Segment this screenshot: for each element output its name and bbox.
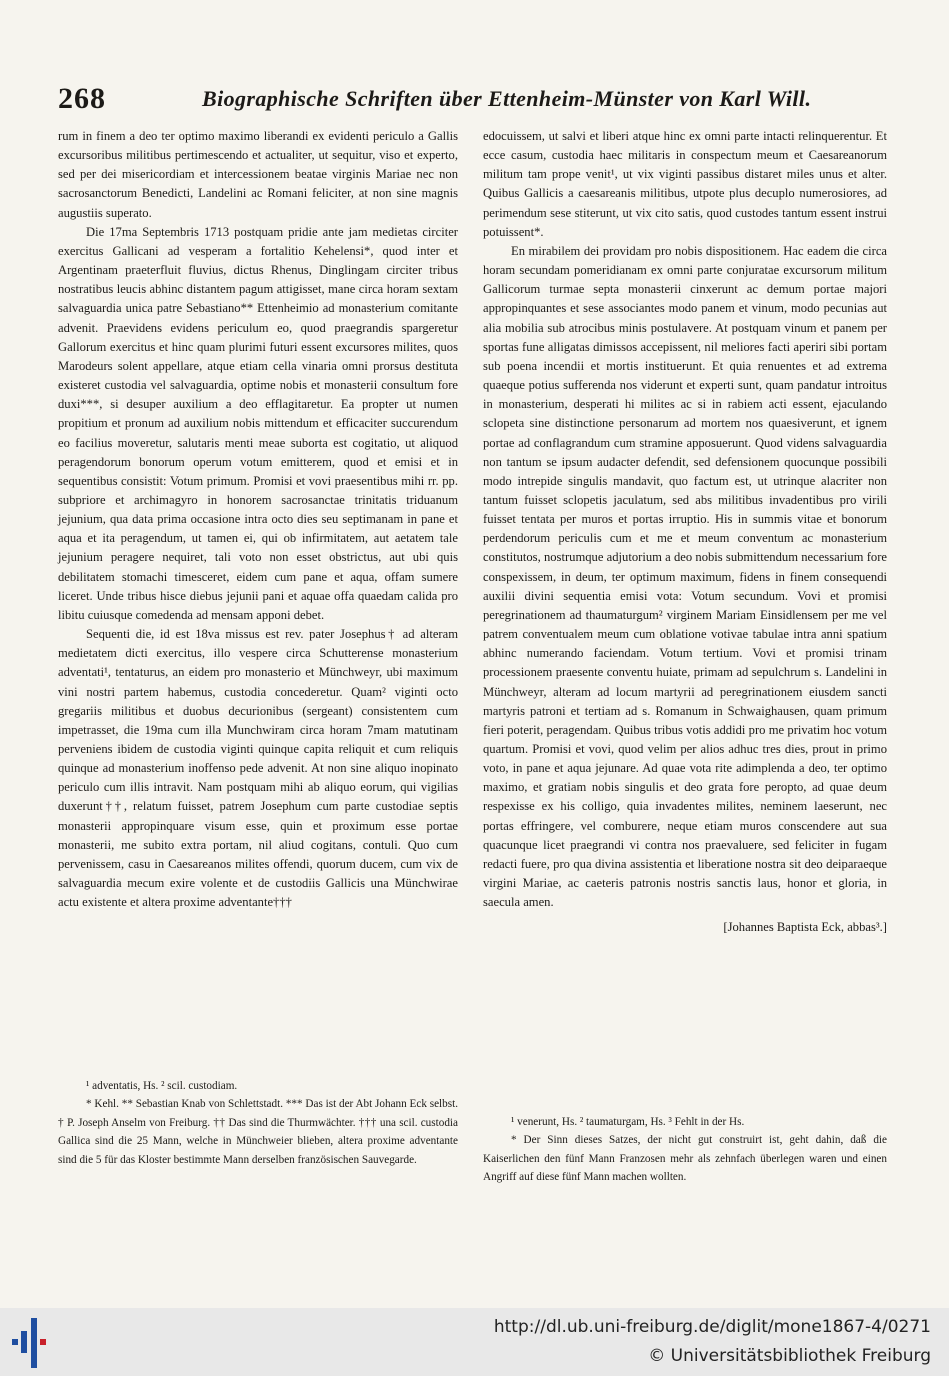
footnote: * Der Sinn dieses Satzes, der nicht gut construirt ist, geht dahin, daß die Kaiserlichen den fünf Mann Franzosen mehr als zehnfach überlegen waren und einen Angriff auf diese fünf Mann machen wollten. <box>483 1134 887 1184</box>
footnote: ¹ venerunt, Hs. ² taumaturgam, Hs. ³ Fehlt in der Hs. <box>511 1116 745 1128</box>
right-column <box>483 127 887 938</box>
ub-freiburg-logo-icon[interactable] <box>12 1318 48 1368</box>
paragraph: Sequenti die, id est 18va missus est rev. pater Josephus† ad alteram medietatem dicti exercitus, illo vespere circa Schutterense monasterium adventati¹, tentaturus, an eidem pro monasterio et Münchweyr, ubi maximum vini nostri partem habemus, custodia concederetur. Quam² viginti octo gregariis militibus et duobus decurionibus (sergeant) consistentem cum impetrasset, die 19ma cum illa Munchwiram circa horam 7mam matutinam perveniens ibidem de custodia viginti quinque capita reliquit et cum reliquis quinque ad monasterium inoffenso pede advenit. At non sine aliquo inopinato periculo cum illis intravit. Nam postquam mihi ab aliquo eorum, qui vigilias duxerunt††, relatum fuisset, patrem Josephum cum parte custodiae septis monasterii appropinquare visum esse, quin et proximum esse portae monasterii, me subito extra portam, nil aliud cogitans, contuli. Quo cum pervenissem, casu in Caesareanos milites offendi, quorum ducem, cum vix de salvaguardia mecum exire volente et de custodiis Gallicis una Münchwirae actu existente et altera proxime adventante††† <box>58 627 458 910</box>
page-header <box>58 82 888 122</box>
viewer-footer <box>0 1308 949 1376</box>
left-column <box>58 127 458 912</box>
page-number: 268 <box>58 82 106 115</box>
running-title: Biographische Schriften über Ettenheim-Münster von Karl Will. <box>202 86 812 111</box>
paragraph: En mirabilem dei providam pro nobis dispositionem. Hac eadem die circa horam secundam pomeridianam ex omni parte conjuratae excursorum militum Gallicorum turmae septa monasterii cinxerunt ac demum portae majori appropinquantes et sese associantes modo panem et vinum, modo pecunias aut alia mobilia sub atrocibus minis postulavere. At postquam vinum et panem per sportas fune alligatas dimissos accepissent, nil meliores facti aperiri sibi portam sub poena incendii et mortis instituerunt. Et quia renuentes et ad extrema quaeque potius sufferenda nos viderunt et experti sunt, quam pandatur introitus in monasterium, desperati hi milites ac si in rabiem acti essent, ejaculando sclopeta sine distinctione personarum ad mortem nos quaesiverunt, et ignem portae ad conflagrandum cum stramine apposuerunt. Quod videns salvaguardia non tantum se ipsum audacter defendit, sed defensionem quocunque possibili modo intrepide singulis mandavit, quo factum est, ut utrinque alacriter non tantum fuisset sclopetis jaculatum, sed abs militibus invadentibus pro virili fuisset tentata per muros et portas irruptio. His in summis vitae et bonorum perdendorum periculis cum et me et meum conventum ac monasterium constitutos, nostrumque adjutorium a deo nobis submittendum necessarium fore conspexissem, in deum, ter optimum maximum, fidens in finem consequendi auxilii divini sequentia emisi vota: Votum secundum. Vovi et promisi peregrinationem ad thaumaturgum² virginem Mariam Einsidlensem per me vel patrem conventualem meum cum oblatione votivae tabulae intra anni spatium abhinc numerando faciendam. Votum tertium. Vovi et promisi trinam processionem praesente conventu huiate, primam ad sepulchrum s. Landelini in Münchweyr, alteram ad locum martyrii ad peregrinationem eiusdem sancti martyris patroni et tertiam ad s. Romanum in Schwaighausen, quam primum fieri poterit, peragendam. Quibus tribus votis addidi pro me privatim hoc votum quartum. Promisi et vovi, quod velim per alios adhuc tres dies, prout in primo voto, in pane et aqua jejunare. Ad quae vota rite adimplenda a deo, ter optimo maximo, et gratiam nobis singulis et deo grata fore peropto, ad quae deum respexisse ex his colligo, quia invadentes milites, neminem laeserunt, nec portas effringere, vel comburere, neque etiam muros conscendere aut sua quacunque licet praegrandi vi contra nos praevaluere, sed feliciter in fugam redacti fuere, pro qua divina assistentia et liberatione nostra sit deo deiparaeque virgini Mariae, ac caeteris patronis nostris sanctis laus, honor et gloria, in saecula amen. <box>483 243 887 910</box>
paragraph: Die 17ma Septembris 1713 postquam pridie ante jam medietas circiter exercitus Gallicani ad vesperam a fortalitio Kehelensi*, quod inter et Argentinam praeterfluit fluvius, dictus Rhenus, Dinglingam circiter tribus nostratibus leucis abhinc distantem pagum attigisset, mane circa horam sextam salvaguardia unica patre Sebastiano** Ettenheimio ad monasterium comitante advenit. Praevidens evidens periculum eo, quod praegrandis spargeretur Gallorum exercitus et hinc quam plurimi futuri essent excursores milites, quos Marodeurs solent appellare, atque etiam cella vinaria omni prorsus destituta existeret custodia vel salvaguardia, optime nobis et monasterii consultum fore duxi***, si desuper auxilium a deo efflagitaretur. Ea propter ut numen propitium et pronum ad auxilium nobis mittendum et efficaciter succurendum eo facilius moveretur, salutaris menti meae suborta est cogitatio, ut aliquod peragendorum bonorum operum votum emitterem, quod et emisi et in sequentibus consistit: Votum primum. Promisi et vovi praesentibus mihi rr. pp. subpriore et archimagyro in honorem sacrosanctae trinitatis triduanum jejunium, qua data prima occasione intra octo dies seu septimanam in pane et aqua et ita peragendum, ut tamen ei, qui ob infirmitatem, aut aetatem tale jejunium peragere nequiret, tali voto non esset obstrictus, aut ubi quis debilitatem stomachi timesceret, eidem cum pane et aqua, offam sumere liceret. Unde tribus hisce diebus jejunii pani et aquae offa quaedam calida pro libitu cuiusque comedenda ad mensam apponi debet. <box>58 224 458 622</box>
paragraph: edocuissem, ut salvi et liberi atque hinc ex omni parte intacti relinquerentur. Et ecce casum, custodia haec militaris in conspectum meum et Caesareanorum militum tam prope venit¹, ut vix viginti passibus distaret miles unus et alter. Quibus Gallicis a caesareanis militibus, utpote plus decuplo numerosiores, ad perimendum sese stiterunt, ut vix cito satis, quod custodes tantum essent instrui potuissent*. <box>483 129 887 239</box>
footnote: ¹ adventatis, Hs. ² scil. custodiam. <box>86 1080 238 1092</box>
footnote: * Kehl. ** Sebastian Knab von Schlettstadt. *** Das ist der Abt Johann Eck selbst. † P. Joseph Anselm von Freiburg. †† Das sind die Thurmwächter. ††† una scil. custodia Gallica sind die 25 Mann, welche in Münchweier blieben, altera proxime adventante sind die 5 für das Kloster bestimmte Mann derselben französischen Sauvegarde. <box>58 1098 458 1166</box>
signature: [Johannes Baptista Eck, abbas³.] <box>723 920 887 935</box>
footnotes-left <box>58 1077 458 1169</box>
footnotes-right <box>483 1113 887 1187</box>
paragraph: rum in finem a deo ter optimo maximo liberandi ex evidenti periculo a Gallis excursoribus militibus pertimescendo et actualiter, ut sequitur, viso et experto, sed per dei misericordiam et intercessionem beatae virginis Mariae nec non sacrosanctorum Benedicti, Landelini ac Romani feliciter, at non sine magnis augustiis superato. <box>58 129 458 220</box>
permalink-url[interactable]: http://dl.ub.uni-freiburg.de/diglit/mone1867-4/0271 <box>493 1317 931 1337</box>
copyright-notice: © Universitätsbibliothek Freiburg <box>648 1346 931 1366</box>
